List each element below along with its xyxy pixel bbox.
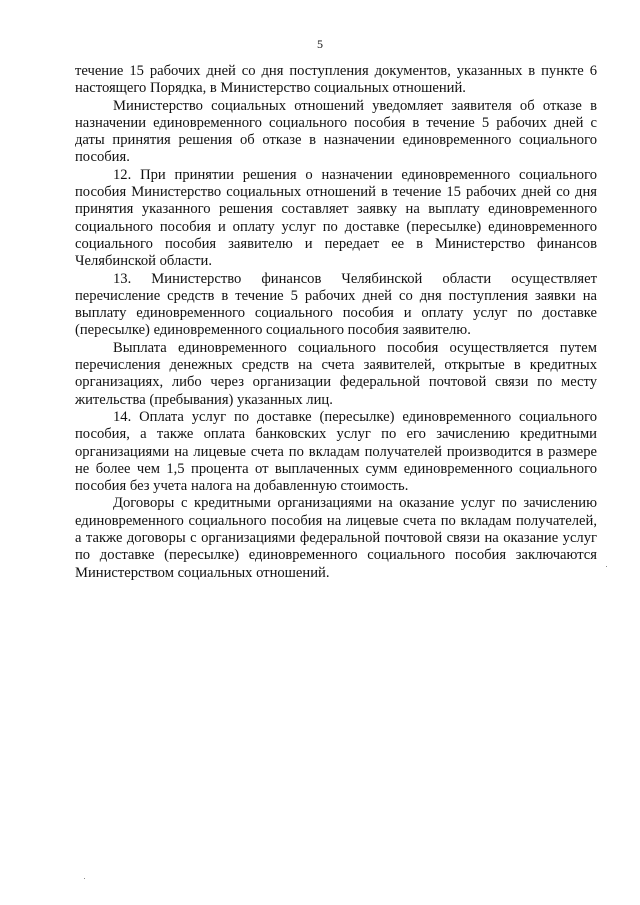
paragraph-contracts: Договоры с кредитными организациями на оказание услуг по зачислению единовременного социального пособия на лицевые счета по вкладам получателей, а также договоры с организациями федеральной почтовой связи на оказание услуг по доставке (пересылке) единовременного социального пособия заключаются Министерством социальных отношений.	[75, 495, 597, 581]
paragraph-item-12: 12. При принятии решения о назначении единовременного социального пособия Министерство социальных отношений в течение 15 рабочих дней со дня принятия указанного решения составляет заявку на выплату единовременного социального пособия и оплату услуг по доставке (пересылке) единовременного социального пособия заявителю и передает ее в Министерство финансов Челябинской области.	[75, 166, 597, 270]
paragraph-refusal-notice: Министерство социальных отношений уведомляет заявителя об отказе в назначении единовременного социального пособия в течение 5 рабочих дней с даты принятия решения об отказе в назначении единовременного социального пособия.	[75, 97, 597, 166]
paragraph-continuation: течение 15 рабочих дней со дня поступления документов, указанных в пункте 6 настоящего Порядка, в Министерство социальных отношений.	[75, 63, 597, 97]
paragraph-payment-method: Выплата единовременного социального пособия осуществляется путем перечисления денежных средств на счета заявителей, открытые в кредитных организациях, либо через организации федеральной почтовой связи по месту жительства (пребывания) указанных лиц.	[75, 339, 597, 408]
scan-speck	[84, 878, 85, 879]
document-body	[75, 63, 597, 582]
paragraph-item-13: 13. Министерство финансов Челябинской области осуществляет перечисление средств в течение 5 рабочих дней со дня поступления заявки на выплату единовременного социального пособия и оплату услуг по доставке (пересылке) единовременного социального пособия заявителю.	[75, 270, 597, 339]
page-number: 5	[317, 37, 323, 51]
paragraph-item-14: 14. Оплата услуг по доставке (пересылке) единовременного социального пособия, а также оплата банковских услуг по его зачислению кредитными организациями на лицевые счета по вкладам получателей производится в размере не более чем 1,5 процента от выплаченных сумм единовременного социального пособия без учета налога на добавленную стоимость.	[75, 408, 597, 495]
scan-speck	[606, 566, 607, 567]
